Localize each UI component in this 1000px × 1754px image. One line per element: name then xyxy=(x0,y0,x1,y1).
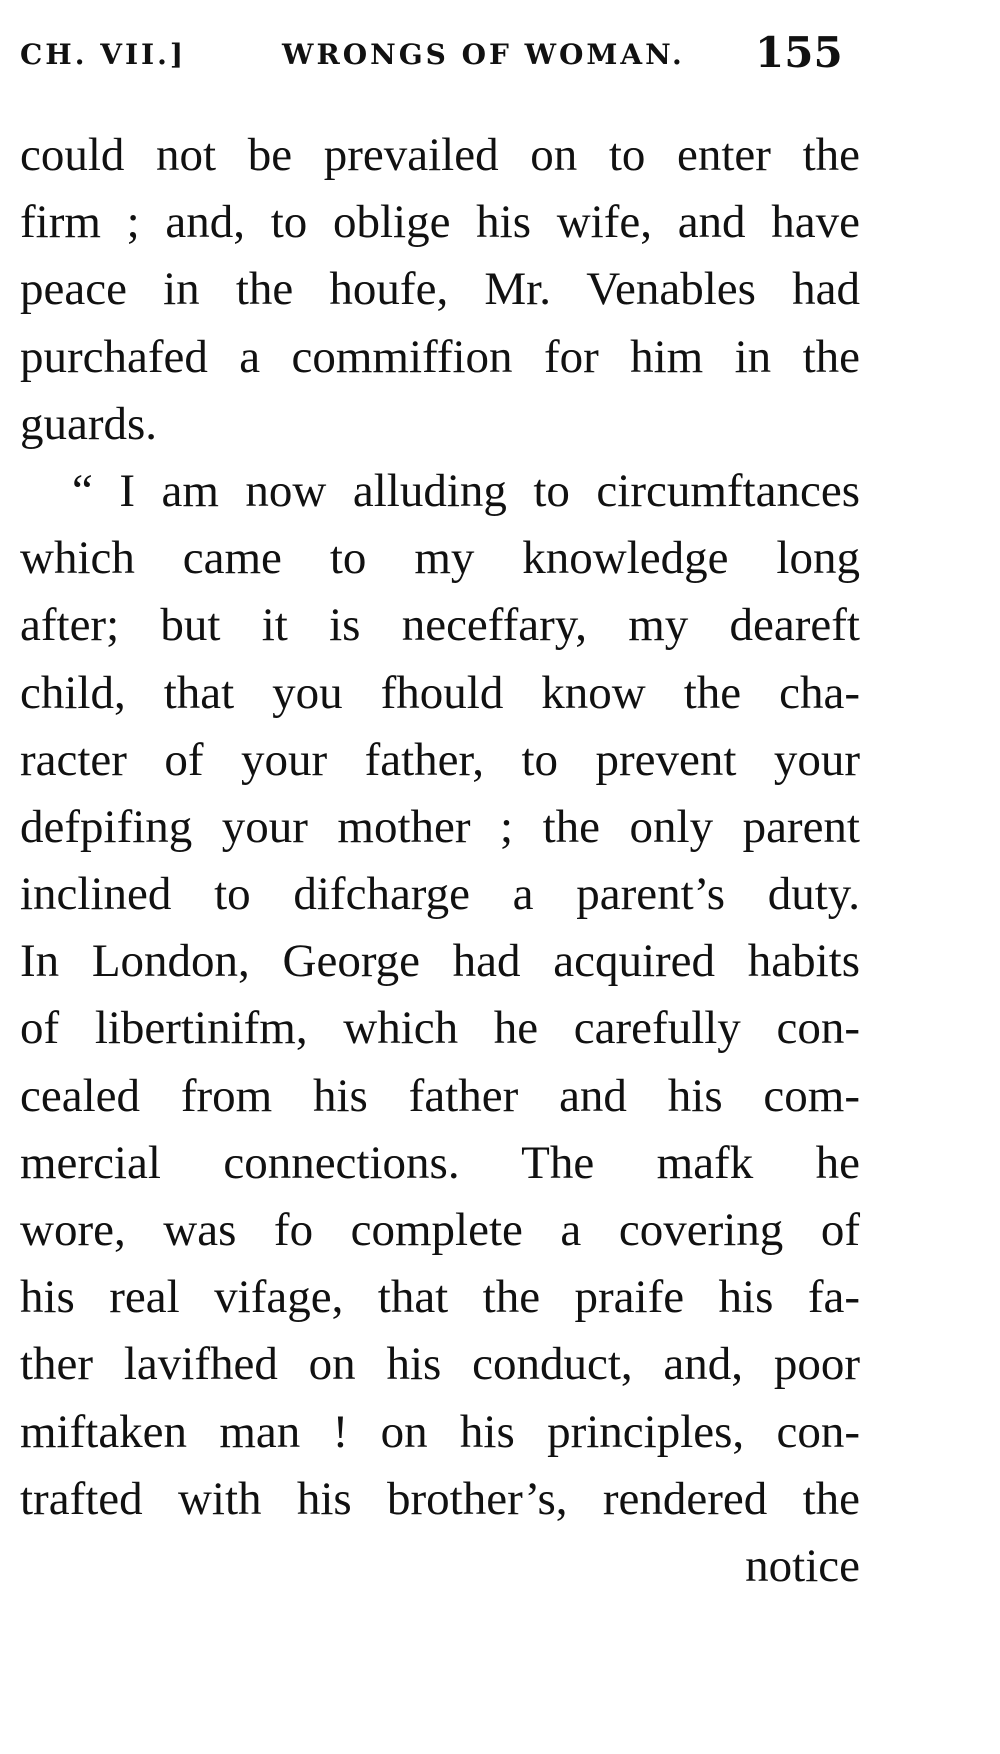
page-body xyxy=(20,122,860,1600)
text-line: of libertinifm, which he carefully con- xyxy=(20,1002,860,1055)
chapter-label: CH. VII.] xyxy=(20,38,187,71)
text-line: trafted with his brother’s, rendered the xyxy=(20,1472,860,1525)
text-line: inclined to difcharge a parent’s duty. xyxy=(20,868,860,921)
text-line: In London, George had acquired habits xyxy=(20,935,860,988)
text-line: defpifing your mother ; the only parent xyxy=(20,800,860,853)
text-line: wore, was fo complete a covering of xyxy=(20,1204,860,1256)
catchword: notice xyxy=(745,1539,860,1592)
text-line: firm ; and, to oblige his wife, and have xyxy=(20,196,860,249)
page-number: 155 xyxy=(755,28,843,77)
text-line: mercial connections. The mafk he xyxy=(20,1136,860,1189)
text-line: purchafed a commiffion for him in the xyxy=(20,330,860,383)
text-line: guards. xyxy=(20,397,158,450)
text-line: racter of your father, to prevent your xyxy=(20,733,860,786)
text-line: could not be prevailed on to enter the xyxy=(20,129,860,181)
text-line: after; but it is neceffary, my deareft xyxy=(20,599,860,652)
running-header xyxy=(20,28,843,88)
text-line: cealed from his father and his com- xyxy=(20,1069,860,1122)
text-line: his real vifage, that the praife his fa- xyxy=(20,1271,860,1324)
text-line: “ I am now alluding to circumftances xyxy=(72,464,860,517)
text-line: ther lavifhed on his conduct, and, poor xyxy=(20,1338,860,1391)
text-line: peace in the houfe, Mr. Venables had xyxy=(20,263,860,316)
text-line: which came to my knowledge long xyxy=(20,532,860,585)
text-line: miftaken man ! on his principles, con- xyxy=(20,1405,860,1458)
text-line: child, that you fhould know the cha- xyxy=(20,666,860,719)
running-title: WRONGS OF WOMAN. xyxy=(282,38,685,71)
